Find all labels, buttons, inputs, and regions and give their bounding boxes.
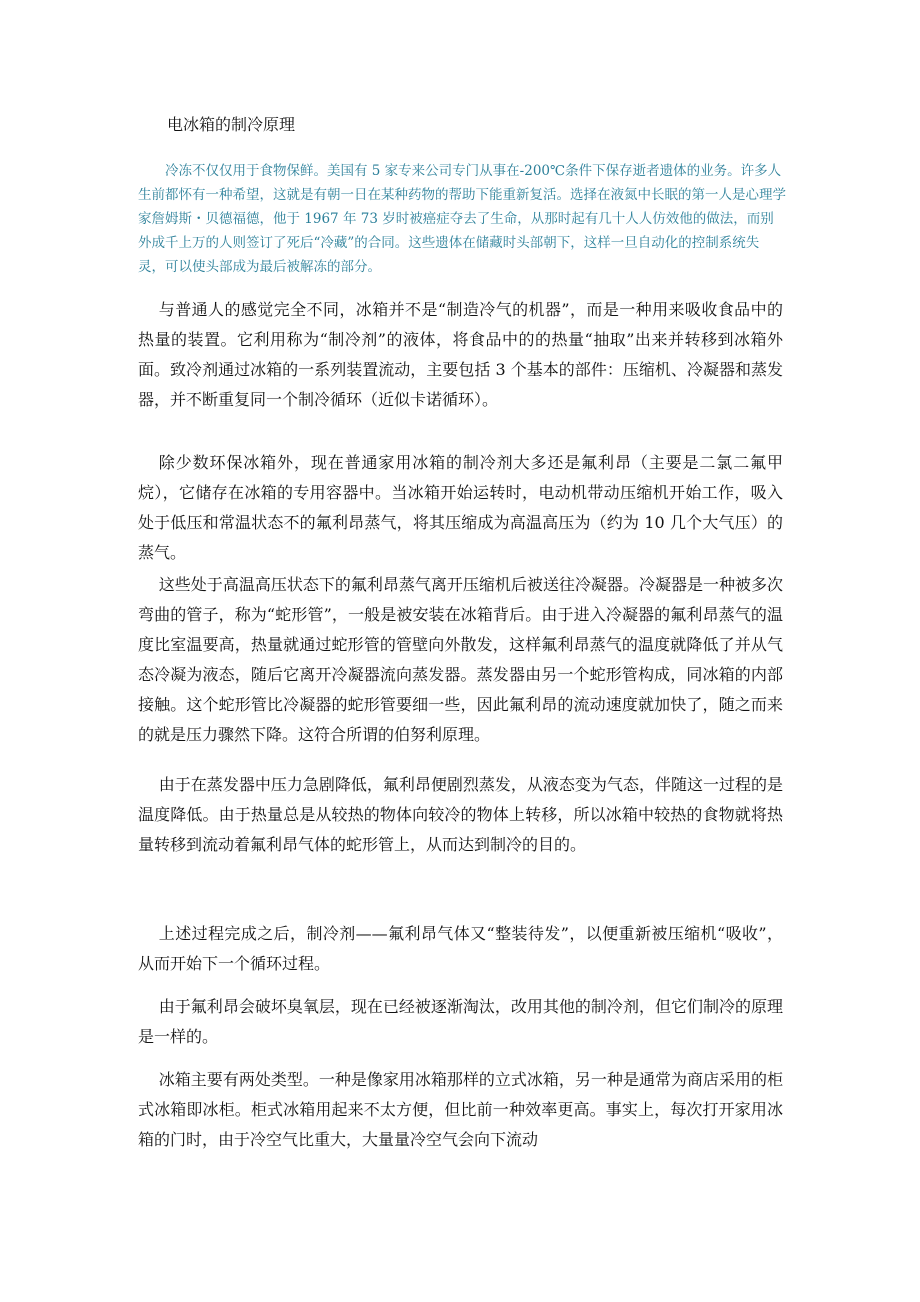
body-paragraph-1: 与普通人的感觉完全不同，冰箱并不是“制造冷气的机器”，而是一种用来吸收食品中的热量的装置。它利用称为“制冷剂”的液体，将食品中的的热量“抽取”出来并转移到冰箱外面。致冷剂通过冰箱的一系列装置流动，主要包括 3 个基本的部件：压缩机、冷凝器和蒸发器，并不断重复同一个制冷循环（近似卡诺循环）。 [138,300,783,409]
body-paragraph-6: 由于氟利昂会破坏臭氧层，现在已经被逐渐淘汰，改用其他的制冷剂，但它们制冷的原理是一样的。 [138,997,783,1046]
intro-paragraph: 冷冻不仅仅用于食物保鲜。美国有 5 家专来公司专门从事在-200℃条件下保存逝者遗体的业务。许多人生前都怀有一种希望，这就是有朝一日在某种药物的帮助下能重新复活。选择在液氮中长眠的第一人是心理学家詹姆斯・贝德福德，他于 1967 年 73 岁时被癌症夺去了生命，从那时起有几十人人仿效他的做法，而别外成千上万的人则签订了死后“冷藏”的合同。这些遗体在储藏时头部朝下，这样一旦自动化的控制系统失灵，可以使头部成为最后被解冻的部分。 [138,163,786,275]
body-paragraph-7: 冰箱主要有两处类型。一种是像家用冰箱那样的立式冰箱，另一种是通常为商店采用的柜式冰箱即冰柜。柜式冰箱用起来不太方便，但比前一种效率更高。事实上，每次打开家用冰箱的门时，由于冷空气比重大，大量量冷空气会向下流动 [138,1070,783,1149]
body-paragraph-5: 上述过程完成之后，制冷剂——氟利昂气体又“整装待发”，以便重新被压缩机“吸收”，从而开始下一个循环过程。 [138,924,783,973]
body-paragraph-4: 由于在蒸发器中压力急剧降低，氟利昂便剧烈蒸发，从液态变为气态，伴随这一过程的是温度降低。由于热量总是从较热的物体向较冷的物体上转移，所以冰箱中较热的食物就将热量转移到流动着氟利昂气体的蛇形管上，从而达到制冷的目的。 [138,775,783,854]
document-title: 电冰箱的制冷原理 [167,115,296,134]
body-paragraph-3: 这些处于高温高压状态下的氟利昂蒸气离开压缩机后被送往冷凝器。冷凝器是一种被多次弯曲的管子，称为“蛇形管”，一般是被安装在冰箱背后。由于进入冷凝器的氟利昂蒸气的温度比室温要高，热量就通过蛇形管的管壁向外散发，这样氟利昂蒸气的温度就降低了并从气态冷凝为液态，随后它离开冷凝器流向蒸发器。蒸发器由另一个蛇形管构成，同冰箱的内部接触。这个蛇形管比冷凝器的蛇形管要细一些，因此氟利昂的流动速度就加快了，随之而来的就是压力骤然下降。这符合所谓的伯努利原理。 [138,575,783,744]
body-paragraph-2: 除少数环保冰箱外，现在普通家用冰箱的制冷剂大多还是氟利昂（主要是二氯二氟甲烷），它储存在冰箱的专用容器中。当冰箱开始运转时，电动机带动压缩机开始工作，吸入处于低压和常温状态不的氟利昂蒸气，将其压缩成为高温高压为（约为 10 几个大气压）的蒸气。 [138,453,783,562]
